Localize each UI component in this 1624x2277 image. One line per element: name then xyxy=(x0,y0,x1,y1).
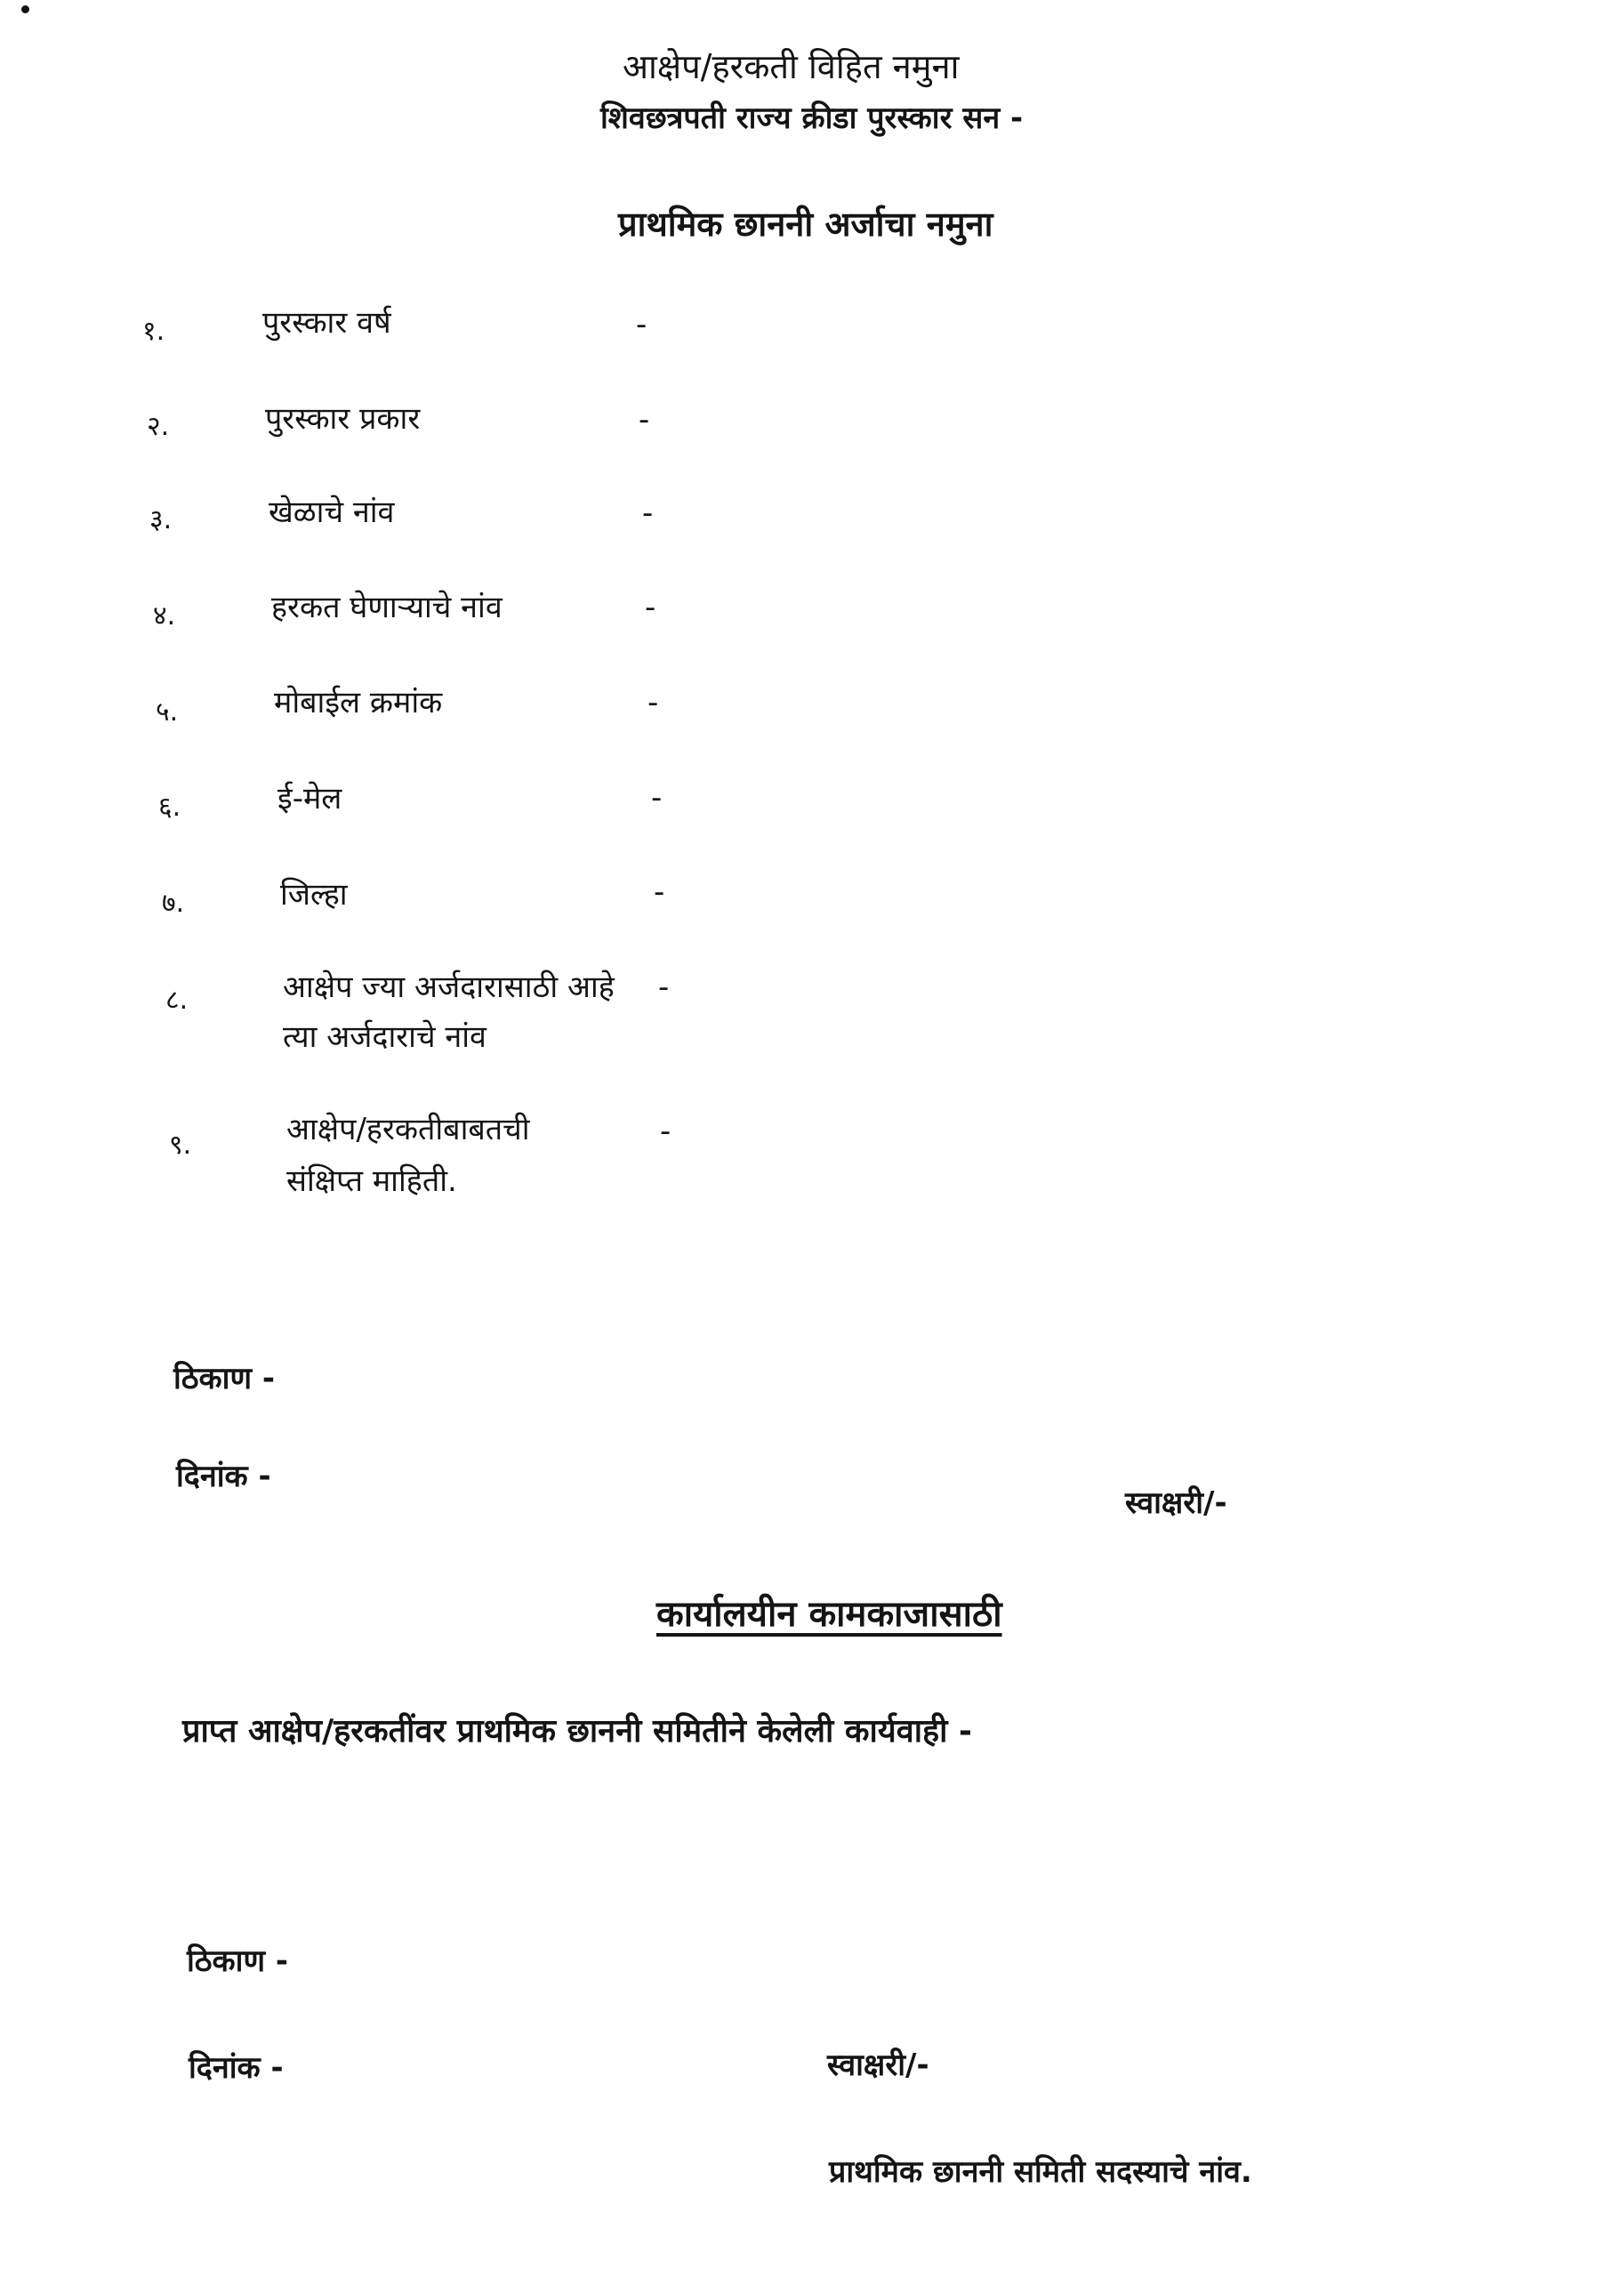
field-number: ९. xyxy=(169,1130,192,1161)
committee-action-label: प्राप्त आक्षेप/हरकतींवर प्राथमिक छाननी समितीने केलेली कार्यवाही - xyxy=(182,1713,972,1750)
office-use-heading: कार्यालयीन कामकाजासाठी xyxy=(656,1594,1002,1635)
office-signature-label: स्वाक्षरी/- xyxy=(827,2048,929,2083)
field-dash: - xyxy=(658,970,670,1005)
award-title: शिवछत्रपती राज्य क्रीडा पुरस्कार सन - xyxy=(600,101,1024,136)
field-label: पुरस्कार वर्ष xyxy=(262,305,391,341)
field-dash: - xyxy=(651,780,663,816)
field-dash: - xyxy=(660,1114,671,1149)
form-heading: प्राथमिक छाननी अर्जाचा नमुना xyxy=(618,205,993,244)
field-dash: - xyxy=(642,495,654,531)
office-place-label: ठिकाण - xyxy=(187,1943,289,1979)
field-label: मोबाईल क्रमांक xyxy=(274,685,443,720)
field-number: ६. xyxy=(158,792,181,823)
field-label: जिल्हा xyxy=(280,877,348,913)
field-label: आक्षेप/हरकतीबाबतची xyxy=(286,1112,530,1147)
field-dash: - xyxy=(639,402,650,438)
field-number: १. xyxy=(142,316,165,347)
field-number: २. xyxy=(147,411,170,442)
scan-mark xyxy=(21,5,29,13)
office-date-label: दिनांक - xyxy=(189,2050,284,2086)
field-dash: - xyxy=(645,590,656,625)
field-label: पुरस्कार प्रकार xyxy=(265,401,421,437)
form-title: आक्षेप/हरकती विहित नमुना xyxy=(623,47,960,86)
field-number: ४. xyxy=(153,600,176,632)
field-number: ७. xyxy=(162,888,185,919)
field-dash: - xyxy=(654,874,665,910)
field-number: ५. xyxy=(156,696,179,728)
field-dash: - xyxy=(647,685,659,720)
field-dash: - xyxy=(636,307,647,342)
date-label: दिनांक - xyxy=(176,1459,271,1494)
place-label: ठिकाण - xyxy=(173,1361,276,1396)
field-label: हरकत घेणाऱ्याचे नांव xyxy=(271,590,502,625)
field-label: खेळाचे नांव xyxy=(269,495,395,530)
field-label-continued: त्या अर्जदाराचे नांव xyxy=(283,1019,486,1055)
field-label-continued: संक्षिप्त माहिती. xyxy=(286,1163,457,1199)
committee-member-name-label: प्राथमिक छाननी समिती सदस्याचे नांव. xyxy=(829,2154,1252,2190)
field-label: आक्षेप ज्या अर्जदारासाठी आहे xyxy=(283,970,615,1005)
field-number: ८. xyxy=(165,985,189,1016)
field-number: ३. xyxy=(149,504,173,535)
signature-label: स्वाक्षरी/- xyxy=(1125,1485,1227,1521)
field-label: ई-मेल xyxy=(277,781,342,817)
